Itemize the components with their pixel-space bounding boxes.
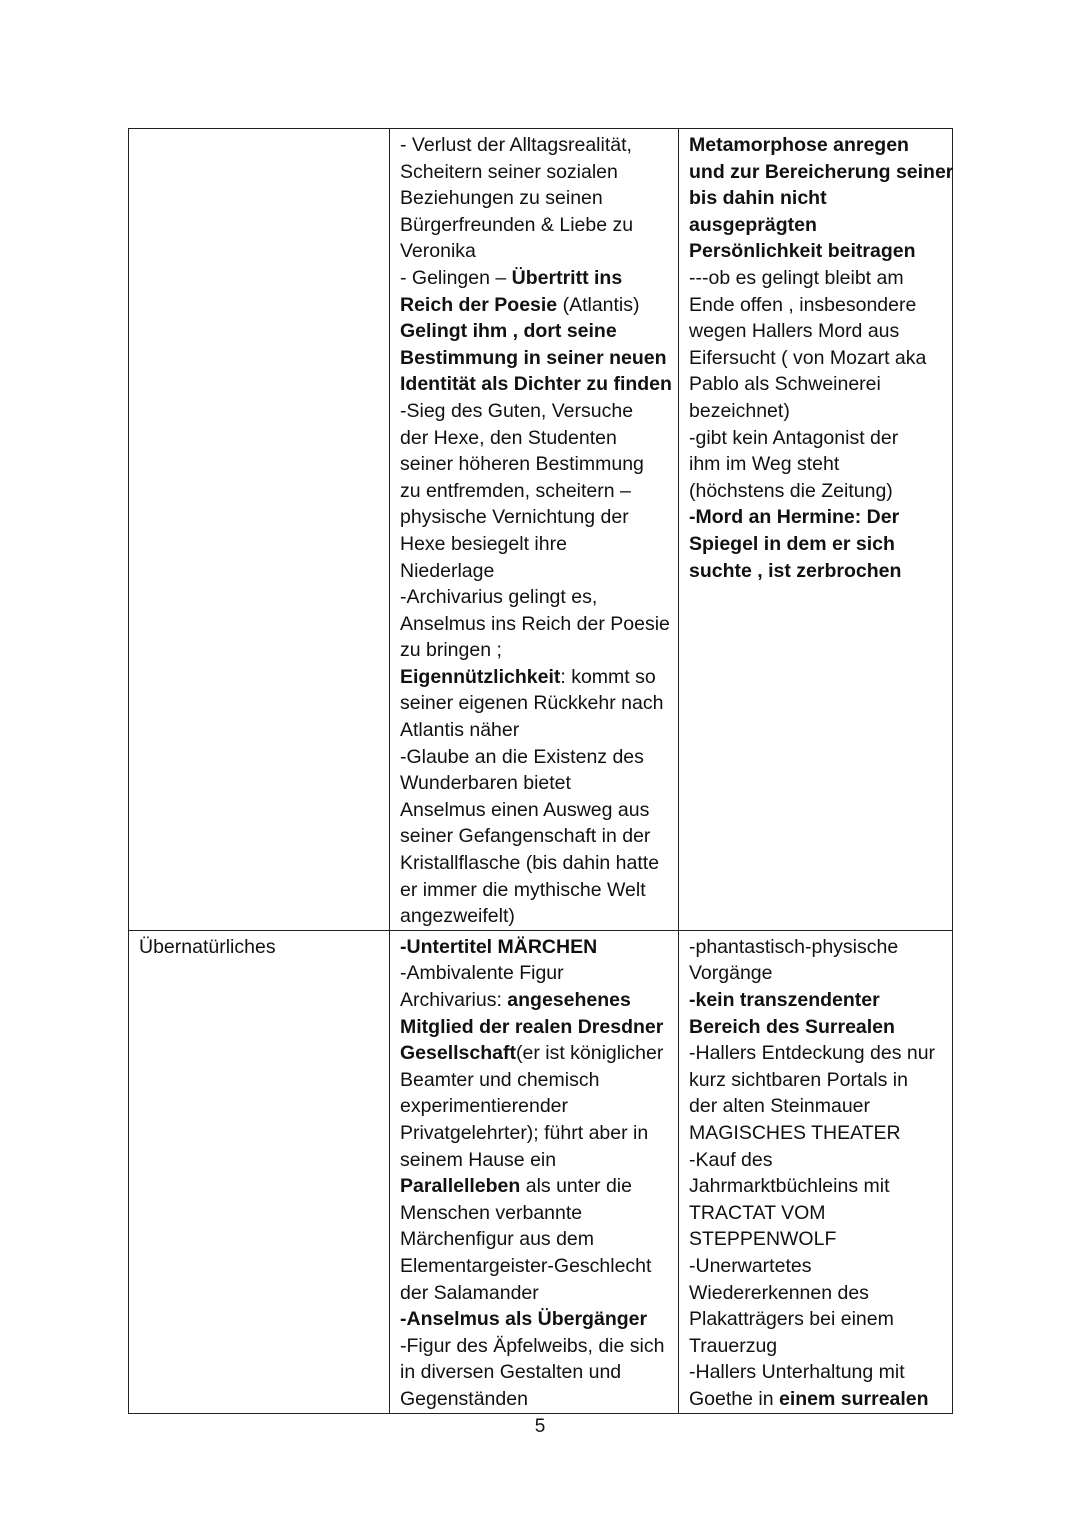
text-line	[400, 185, 670, 212]
text: Beamter und chemisch	[400, 1068, 600, 1091]
text: -Kauf des	[689, 1148, 773, 1171]
text: : kommt so	[560, 665, 656, 688]
text-line	[400, 398, 670, 425]
bold-text: -Anselmus als Übergänger	[400, 1308, 648, 1331]
text-line	[400, 987, 670, 1014]
text-line	[400, 1147, 670, 1174]
text: er immer die mythische Welt	[400, 878, 646, 901]
text-line	[689, 132, 944, 159]
text-line	[400, 717, 670, 744]
text-line	[400, 318, 670, 345]
row-label: Übernatürliches	[139, 935, 276, 958]
text: angezweifelt)	[400, 905, 515, 928]
text: Beziehungen zu seinen	[400, 187, 603, 210]
text-line	[400, 504, 670, 531]
text-line	[400, 558, 670, 585]
text-line	[689, 934, 944, 961]
bold-text: -kein transzendenter	[689, 989, 880, 1011]
text: Atlantis näher	[400, 719, 520, 742]
text-line	[400, 877, 670, 904]
text-line	[689, 371, 944, 398]
text-line	[400, 797, 670, 824]
text-line	[400, 265, 670, 292]
text-line	[689, 292, 944, 319]
text: Pablo als Schweinerei	[689, 373, 881, 396]
text: -Sieg des Guten, Versuche	[400, 399, 634, 422]
text-line	[400, 292, 670, 319]
text: (er ist königlicher	[515, 1042, 664, 1065]
text-line	[689, 1253, 944, 1280]
text: - Verlust der Alltagsrealität,	[400, 134, 632, 156]
text-line	[689, 398, 944, 425]
text-line	[689, 265, 944, 292]
text-line	[689, 1359, 944, 1386]
text-line	[400, 903, 670, 930]
text-line	[400, 664, 670, 691]
text-line	[689, 504, 944, 531]
bold-text: Spiegel in dem er sich	[689, 532, 895, 555]
text-line	[400, 850, 670, 877]
text-line	[400, 770, 670, 797]
text: Archivarius:	[400, 989, 508, 1011]
text-line	[400, 345, 670, 372]
text-line	[689, 345, 944, 372]
bold-text: Metamorphose anregen	[689, 134, 909, 156]
text-line	[689, 1173, 944, 1200]
text: TRACTAT VOM	[689, 1201, 826, 1224]
text-line	[689, 1147, 944, 1174]
text-line	[689, 1093, 944, 1120]
text: seiner eigenen Rückkehr nach	[400, 692, 664, 715]
table-row	[129, 129, 953, 931]
text-line	[689, 425, 944, 452]
text: seiner Gefangenschaft in der	[400, 825, 651, 848]
text-line	[689, 159, 954, 186]
bold-text: Persönlichkeit beitragen	[689, 240, 916, 263]
text-line	[689, 1226, 944, 1253]
text-line	[400, 1253, 670, 1280]
text: zu bringen ;	[400, 639, 502, 662]
page-number: 5	[534, 1416, 546, 1437]
text-line	[689, 451, 944, 478]
text: ---ob es gelingt bleibt am	[689, 266, 904, 289]
cell-col3	[679, 930, 953, 1413]
text-line	[400, 451, 670, 478]
text: -Unerwartetes	[689, 1254, 812, 1277]
text: Veronika	[400, 240, 476, 263]
bold-text: Gesellschaft	[400, 1042, 516, 1065]
text-line	[400, 132, 670, 159]
text: -Hallers Unterhaltung mit	[689, 1361, 905, 1384]
text: Wiedererkennen des	[689, 1281, 869, 1304]
text-line	[689, 1067, 944, 1094]
text-line	[400, 1200, 670, 1227]
cell-col3	[679, 129, 953, 931]
text: Wunderbaren bietet	[400, 772, 571, 795]
text: kurz sichtbaren Portals in	[689, 1068, 908, 1091]
text: Scheitern seiner sozialen	[400, 160, 618, 183]
text: -Archivarius gelingt es,	[400, 586, 598, 609]
text: Anselmus ins Reich der Poesie	[400, 612, 670, 635]
bold-text: Bereich des Surrealen	[689, 1015, 895, 1038]
text-line	[689, 1200, 944, 1227]
text-line	[689, 1040, 944, 1067]
text-line	[400, 1359, 670, 1386]
text: Kristallflasche (bis dahin hatte	[400, 852, 660, 875]
text: Anselmus einen Ausweg aus	[400, 798, 650, 821]
text-line	[400, 690, 670, 717]
text-line	[689, 531, 944, 558]
text: bezeichnet)	[689, 399, 790, 422]
text: Plakatträgers bei einem	[689, 1308, 894, 1331]
text-line	[400, 371, 670, 398]
text: Bürgerfreunden & Liebe zu	[400, 213, 634, 236]
text-line	[689, 1386, 944, 1413]
row-label-cell	[129, 129, 390, 931]
text-line	[689, 1120, 944, 1147]
bold-text: und zur Bereicherung seiner	[689, 160, 954, 183]
text-line	[689, 1306, 944, 1333]
text-line	[689, 987, 944, 1014]
text: Vorgänge	[689, 962, 773, 985]
bold-text: -Untertitel MÄRCHEN	[400, 935, 598, 958]
bold-text: Parallelleben	[400, 1175, 521, 1198]
text-line	[689, 1333, 944, 1360]
text: Menschen verbannte	[400, 1201, 583, 1224]
text-line	[400, 823, 670, 850]
text-line	[400, 1173, 670, 1200]
text: Niederlage	[400, 559, 495, 582]
text: seinem Hause ein	[400, 1148, 557, 1171]
text: -Glaube an die Existenz des	[400, 745, 644, 768]
text-line	[400, 1226, 670, 1253]
bold-text: Gelingt ihm , dort seine	[400, 320, 617, 343]
row-label-cell	[129, 930, 390, 1413]
bold-text: angesehenes	[507, 989, 631, 1011]
bold-text: -Mord an Hermine: Der	[689, 506, 900, 529]
text-line	[400, 611, 670, 638]
text-line	[400, 478, 670, 505]
text-line	[689, 558, 944, 585]
text: physische Vernichtung der	[400, 506, 629, 529]
text: Privatgelehrter); führt aber in	[400, 1121, 649, 1144]
text-line	[689, 1280, 944, 1307]
text-line	[689, 212, 944, 239]
text-line	[689, 478, 944, 505]
bold-text: Mitglied der realen Dresdner	[400, 1015, 664, 1038]
table-row	[129, 930, 953, 1413]
text: der Hexe, den Studenten	[400, 426, 617, 449]
text: -Hallers Entdeckung des nur	[689, 1042, 936, 1065]
text: der Salamander	[400, 1281, 539, 1304]
bold-text: Reich der Poesie	[400, 293, 558, 316]
bold-text: suchte , ist zerbrochen	[689, 559, 902, 582]
text: -gibt kein Antagonist der	[689, 426, 899, 449]
text-line	[400, 934, 670, 961]
text: in diversen Gestalten und	[400, 1361, 622, 1384]
text: Gegenständen	[400, 1387, 528, 1410]
text-line	[689, 318, 944, 345]
bold-text: Identität als Dichter zu finden	[400, 373, 672, 396]
text-line	[400, 1386, 670, 1413]
text-line	[400, 238, 670, 265]
text: als unter die	[520, 1175, 632, 1198]
text-line	[689, 185, 944, 212]
text: - Gelingen –	[400, 266, 512, 289]
text-line	[400, 584, 670, 611]
bold-text: Bestimmung in seiner neuen	[400, 346, 667, 369]
text-line	[400, 159, 670, 186]
text: experimentierender	[400, 1095, 569, 1118]
bold-text: ausgeprägten	[689, 213, 817, 236]
text: der alten Steinmauer	[689, 1095, 871, 1118]
text: -phantastisch-physische	[689, 935, 899, 958]
text-line	[400, 1306, 670, 1333]
cell-col2	[390, 129, 679, 931]
text: Märchenfigur aus dem	[400, 1228, 595, 1251]
text: Jahrmarktbüchleins mit	[689, 1175, 890, 1198]
text: Eifersucht ( von Mozart aka	[689, 346, 927, 369]
text-line	[400, 531, 670, 558]
text: wegen Hallers Mord aus	[689, 320, 900, 343]
text-line	[400, 744, 670, 771]
text: Hexe besiegelt ihre	[400, 532, 567, 555]
comparison-table	[128, 128, 953, 1414]
text-line	[689, 238, 944, 265]
text: STEPPENWOLF	[689, 1228, 837, 1251]
text-line	[400, 1014, 670, 1041]
bold-text: Eigennützlichkeit	[400, 665, 561, 688]
text-line	[400, 425, 670, 452]
text-line	[400, 960, 670, 987]
bold-text: einem surrealen	[778, 1387, 929, 1410]
bold-text: bis dahin nicht	[689, 187, 827, 210]
text: ihm im Weg steht	[689, 453, 840, 476]
text: -Figur des Äpfelweibs, die sich	[400, 1334, 665, 1357]
cell-col2	[390, 930, 679, 1413]
text: seiner höheren Bestimmung	[400, 453, 644, 476]
text: zu entfremden, scheitern –	[400, 479, 631, 502]
text-line	[400, 1093, 670, 1120]
text: Trauerzug	[689, 1334, 778, 1357]
text: Ende offen , insbesondere	[689, 293, 917, 316]
text: Elementargeister-Geschlecht	[400, 1254, 652, 1277]
text-line	[400, 1040, 670, 1067]
text-line	[400, 1067, 670, 1094]
text: MAGISCHES THEATER	[689, 1121, 901, 1144]
text-line	[400, 637, 670, 664]
text-line	[400, 1280, 670, 1307]
text: -Ambivalente Figur	[400, 962, 564, 985]
text: (Atlantis)	[557, 293, 640, 316]
text-line	[400, 1333, 670, 1360]
text-line	[689, 960, 944, 987]
bold-text: Übertritt ins	[511, 266, 623, 289]
text-line	[689, 1014, 944, 1041]
text: (höchstens die Zeitung)	[689, 479, 893, 502]
text: Goethe in	[689, 1387, 779, 1410]
text-line	[400, 212, 670, 239]
text-line	[400, 1120, 670, 1147]
